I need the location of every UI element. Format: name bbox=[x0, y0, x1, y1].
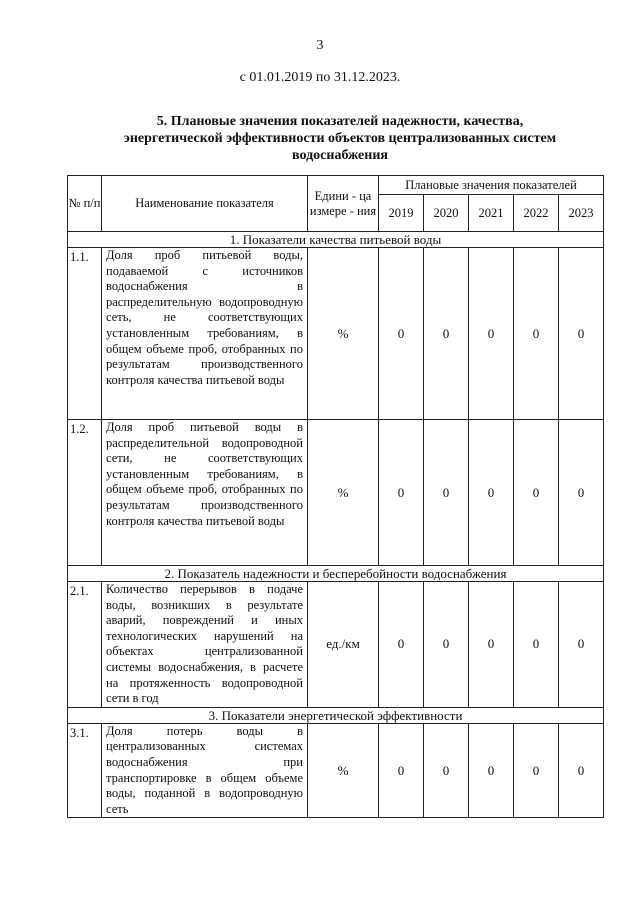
row-value: 0 bbox=[559, 420, 604, 566]
row-unit: % bbox=[308, 248, 379, 420]
header-planned-values: Плановые значения показателей bbox=[379, 176, 604, 195]
group-title: 1. Показатели качества питьевой воды bbox=[68, 232, 604, 248]
row-value: 0 bbox=[424, 723, 469, 818]
row-value: 0 bbox=[424, 582, 469, 708]
row-value: 0 bbox=[424, 248, 469, 420]
header-year: 2019 bbox=[379, 195, 424, 232]
group-title: 2. Показатель надежности и бесперебойности водоснабжения bbox=[68, 566, 604, 582]
row-value: 0 bbox=[469, 582, 514, 708]
row-unit: ед./км bbox=[308, 582, 379, 708]
row-value: 0 bbox=[559, 723, 604, 818]
table-row bbox=[68, 582, 604, 708]
table-row bbox=[68, 723, 604, 818]
group-title: 3. Показатели энергетической эффективности bbox=[68, 707, 604, 723]
row-indicator-name: Количество перерывов в подаче воды, возникших в результате аварий, повреждений и иных технологических нарушений на объектах централизованной системы водоснабжения, в расчете на протяженность водопроводной сети в год bbox=[102, 582, 308, 708]
header-name: Наименование показателя bbox=[102, 176, 308, 232]
header-year: 2020 bbox=[424, 195, 469, 232]
row-value: 0 bbox=[379, 420, 424, 566]
row-value: 0 bbox=[379, 723, 424, 818]
row-value: 0 bbox=[424, 420, 469, 566]
row-num: 2.1. bbox=[68, 582, 102, 708]
row-num: 1.1. bbox=[68, 248, 102, 420]
header-unit: Едини - ца измере - ния bbox=[308, 176, 379, 232]
table-row bbox=[68, 420, 604, 566]
page-number: 3 bbox=[316, 38, 324, 53]
row-value: 0 bbox=[559, 248, 604, 420]
row-value: 0 bbox=[514, 582, 559, 708]
row-value: 0 bbox=[379, 582, 424, 708]
row-num: 3.1. bbox=[68, 723, 102, 818]
header-num: № п/п bbox=[68, 176, 102, 232]
row-unit: % bbox=[308, 420, 379, 566]
header-year: 2021 bbox=[469, 195, 514, 232]
row-value: 0 bbox=[469, 420, 514, 566]
header-year: 2023 bbox=[559, 195, 604, 232]
row-value: 0 bbox=[559, 582, 604, 708]
row-unit: % bbox=[308, 723, 379, 818]
row-num: 1.2. bbox=[68, 420, 102, 566]
indicators-table bbox=[67, 175, 604, 818]
row-value: 0 bbox=[379, 248, 424, 420]
row-indicator-name: Доля проб питьевой воды, подаваемой с источников водоснабжения в распределительную водопроводную сеть, не соответствующих установленным требованиям, в общем объеме проб, отобранных по результатам производственного контроля качества питьевой воды bbox=[102, 248, 308, 420]
row-indicator-name: Доля проб питьевой воды в распределительной водопроводной сети, не соответствующих установленным требованиям, в общем объеме проб, отобранных по результатам производственного контроля качества питьевой воды bbox=[102, 420, 308, 566]
table-row bbox=[68, 248, 604, 420]
period-label: с 01.01.2019 по 31.12.2023. bbox=[239, 70, 401, 85]
row-indicator-name: Доля потерь воды в централизованных системах водоснабжения при транспортировке в общем объеме воды, поданной в водопроводную сеть bbox=[102, 723, 308, 818]
section-title: 5. Плановые значения показателей надежности, качества, энергетической эффективности объектов централизованных систем водоснабжения bbox=[123, 114, 557, 163]
row-value: 0 bbox=[469, 723, 514, 818]
row-value: 0 bbox=[469, 248, 514, 420]
row-value: 0 bbox=[514, 420, 559, 566]
header-year: 2022 bbox=[514, 195, 559, 232]
row-value: 0 bbox=[514, 723, 559, 818]
row-value: 0 bbox=[514, 248, 559, 420]
